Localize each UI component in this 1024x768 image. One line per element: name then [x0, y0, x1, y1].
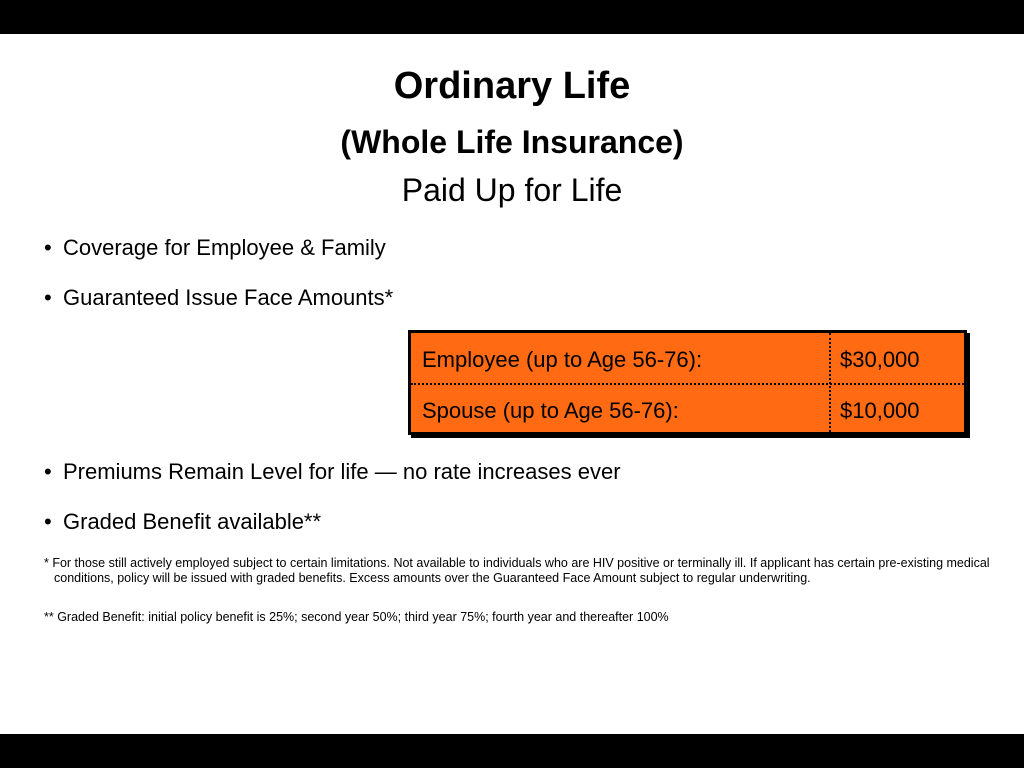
bullet-guaranteed-issue — [44, 283, 393, 313]
table-cell-amount: $10,000 — [840, 398, 920, 423]
table-row-employee — [411, 335, 964, 385]
slide-title: Ordinary Life — [393, 65, 631, 107]
bottom-frame-bar — [0, 734, 1024, 768]
table-cell-amount: $30,000 — [840, 347, 920, 372]
table-cell-label: Employee (up to Age 56-76): — [422, 347, 703, 372]
bullet-text: Graded Benefit available** — [63, 509, 322, 534]
slide-subtitle: (Whole Life Insurance) — [340, 124, 684, 160]
bullet-dot: • — [44, 235, 52, 260]
bullet-dot: • — [44, 285, 52, 310]
table-cell-label: Spouse (up to Age 56-76): — [422, 398, 679, 423]
slide-tagline: Paid Up for Life — [401, 172, 623, 208]
footnote-guaranteed-issue: * For those still actively employed subject to certain limitations. Not available to individuals who are HIV positive or terminally ill. If applicant has certain pre-existing medical conditions, policy will be issued with graded benefits. Excess amounts over the Guaranteed Face Amount subject to regular underwriting. — [44, 556, 990, 585]
bullet-text: Premiums Remain Level for life — no rate increases ever — [63, 459, 621, 484]
bullet-premiums-level — [44, 457, 621, 487]
bullet-text: Coverage for Employee & Family — [63, 235, 386, 260]
bullet-dot: • — [44, 459, 52, 484]
bullet-graded-benefit — [44, 507, 321, 537]
footnote-graded-benefit: ** Graded Benefit: initial policy benefit is 25%; second year 50%; third year 75%; fourth year and thereafter 100% — [44, 610, 669, 624]
bullet-dot: • — [44, 509, 52, 534]
bullet-coverage — [44, 233, 386, 263]
top-frame-bar — [0, 0, 1024, 34]
table-row-spouse — [411, 386, 964, 436]
face-amounts-table — [408, 330, 967, 435]
bullet-text: Guaranteed Issue Face Amounts* — [63, 285, 394, 310]
